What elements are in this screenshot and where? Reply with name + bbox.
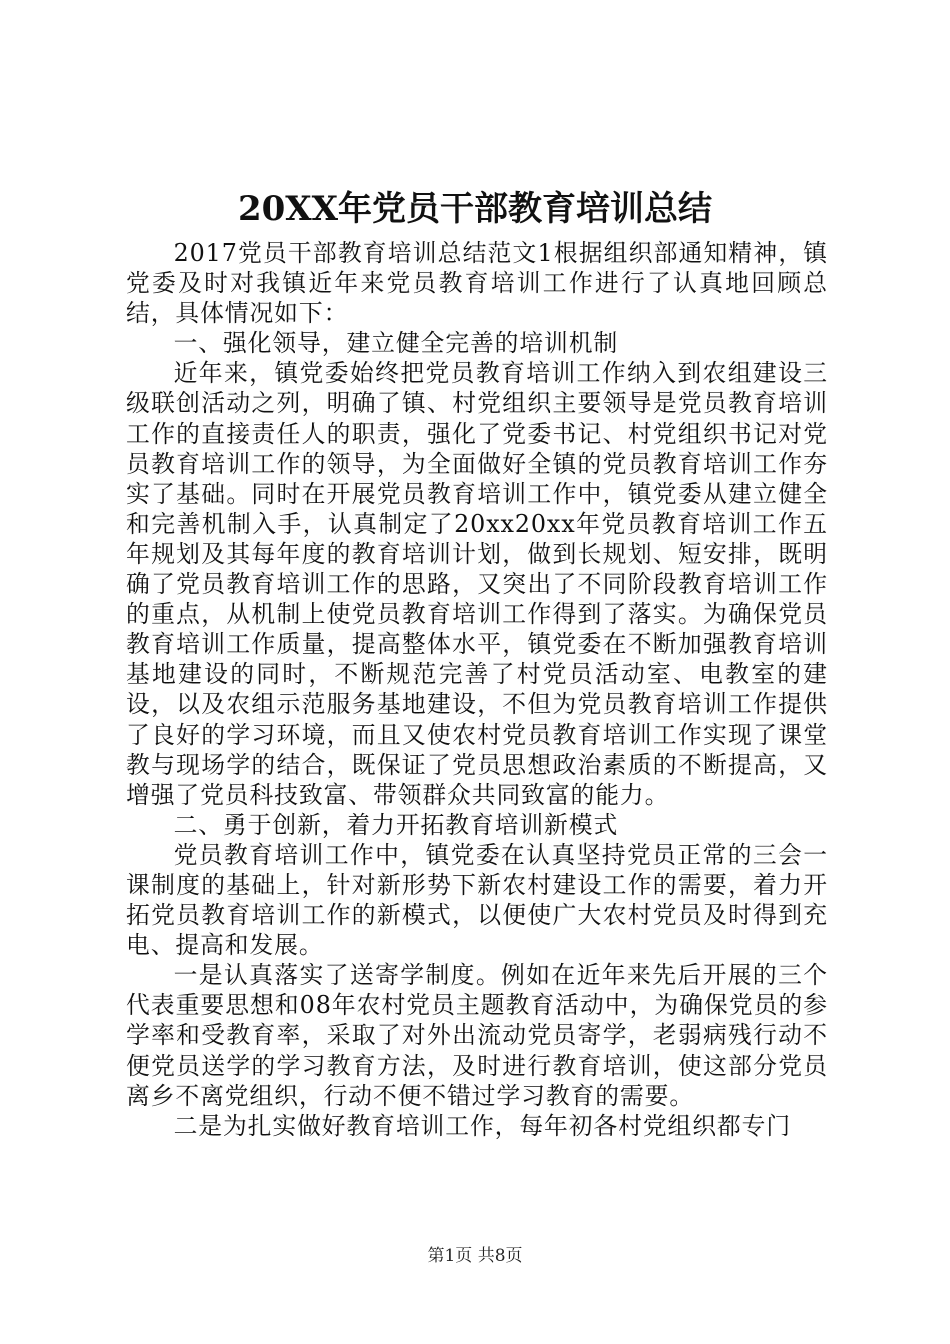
section-heading-1: 一、强化领导，建立健全完善的培训机制 (173, 329, 619, 358)
document-title: 20XX年党员干部教育培训总结 (237, 189, 713, 229)
paragraph-section-2: 党员教育培训工作中，镇党委在认真坚持党员正常的三会一课制度的基础上，针对新形势下新农村建设工作的需要，着力开拓党员教育培训工作的新模式，以便使广大农村党员及时得到充电、提高和发展。 (126, 840, 828, 960)
page-number-footer: 第1页 共8页 (427, 1246, 523, 1266)
document-body (126, 238, 828, 1141)
paragraph-point-2: 二是为扎实做好教育培训工作，每年初各村党组织都专门 (173, 1111, 792, 1140)
paragraph-section-1: 近年来，镇党委始终把党员教育培训工作纳入到农组建设三级联创活动之列，明确了镇、村党组织主要领导是党员教育培训工作的直接责任人的职责，强化了党委书记、村党组织书记对党员教育培训工作的领导，为全面做好全镇的党员教育培训工作夯实了基础。同时在开展党员教育培训工作中，镇党委从建立健全和完善机制入手，认真制定了20xx20xx年党员教育培训工作五年规划及其每年度的教育培训计划，做到长规划、短安排，既明确了党员教育培训工作的思路，又突出了不同阶段教育培训工作的重点，从机制上使党员教育培训工作得到了落实。为确保党员教育培训工作质量，提高整体水平，镇党委在不断加强教育培训基地建设的同时，不断规范完善了村党员活动室、电教室的建设，以及农组示范服务基地建设，不但为党员教育培训工作提供了良好的学习环境，而且又使农村党员教育培训工作实现了课堂教与现场学的结合，既保证了党员思想政治素质的不断提高，又增强了党员科技致富、带领群众共同致富的能力。 (126, 359, 828, 809)
paragraph-point-1: 一是认真落实了送寄学制度。例如在近年来先后开展的三个代表重要思想和08年农村党员主题教育活动中，为确保党员的参学率和受教育率，采取了对外出流动党员寄学，老弱病残行动不便党员送学的学习教育方法，及时进行教育培训，使这部分党员离乡不离党组织，行动不便不错过学习教育的需要。 (126, 961, 828, 1110)
paragraph-intro: 2017党员干部教育培训总结范文1根据组织部通知精神，镇党委及时对我镇近年来党员教育培训工作进行了认真地回顾总结，具体情况如下： (126, 239, 828, 328)
section-heading-2: 二、勇于创新，着力开拓教育培训新模式 (173, 810, 619, 839)
